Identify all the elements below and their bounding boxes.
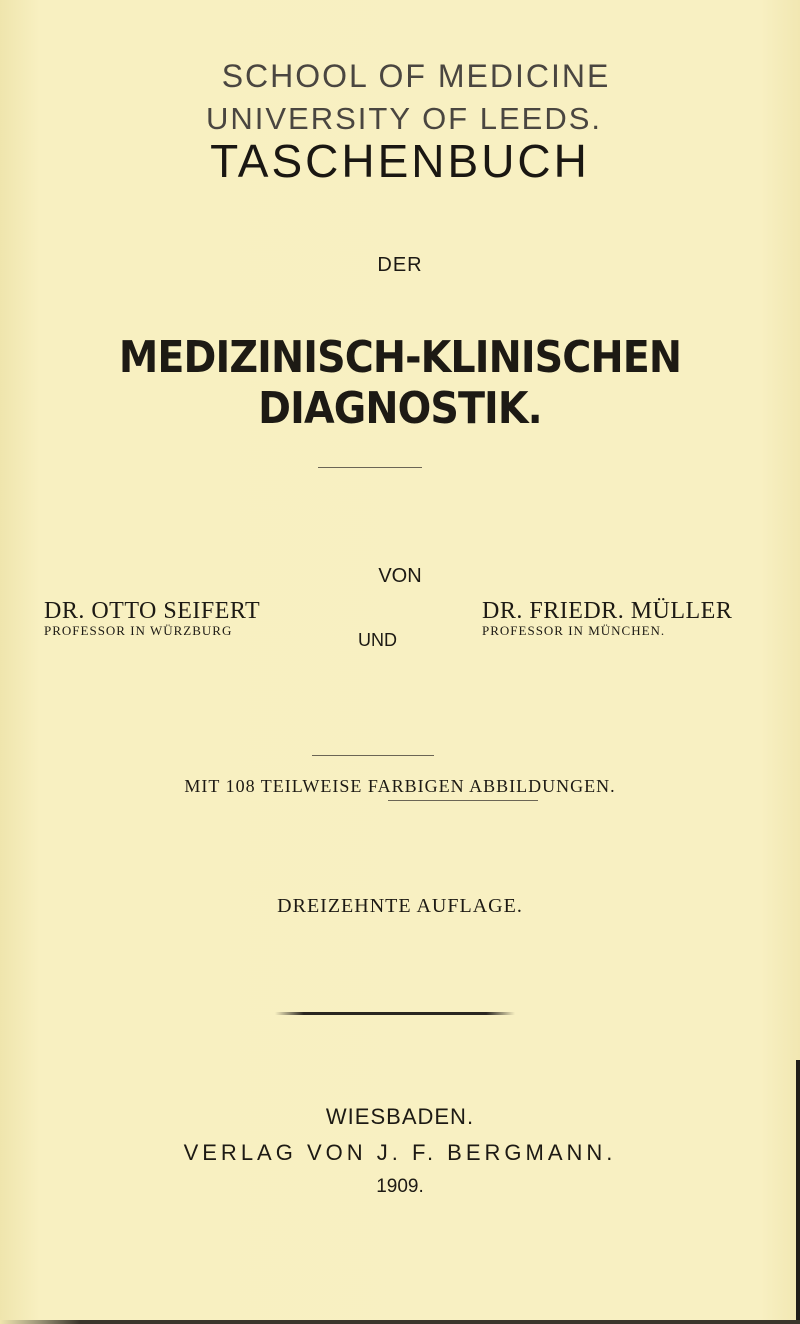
author-1-position: PROFESSOR IN WÜRZBURG <box>44 623 233 638</box>
illustrations-note: MIT 108 TEILWEISE FARBIGEN ABBILDUNGEN. <box>184 776 616 796</box>
library-stamp-line-1: SCHOOL OF MEDICINE <box>221 58 611 94</box>
book-title: TASCHENBUCH <box>210 135 590 187</box>
divider-rule-thick <box>275 1012 515 1015</box>
book-subject: MEDIZINISCH-KLINISCHEN DIAGNOSTIK. <box>118 332 682 434</box>
divider-rule <box>318 467 422 468</box>
divider-rule <box>312 755 434 756</box>
divider-rule <box>388 800 538 801</box>
author-1 <box>44 598 260 639</box>
imprint-year: 1909. <box>376 1176 424 1197</box>
author-2 <box>482 598 732 639</box>
author-1-name: DR. OTTO SEIFERT <box>44 598 261 624</box>
edition-label: DREIZEHNTE AUFLAGE. <box>277 895 523 917</box>
author-2-position: PROFESSOR IN MÜNCHEN. <box>482 623 666 638</box>
title-connector: DER <box>377 254 423 276</box>
page-edge <box>0 1320 800 1324</box>
imprint-publisher: VERLAG VON J. F. BERGMANN. <box>183 1140 617 1165</box>
imprint-city: WIESBADEN. <box>325 1104 475 1129</box>
by-label: VON <box>378 565 422 587</box>
page-edge <box>796 1060 800 1324</box>
and-label: UND <box>358 630 397 650</box>
library-stamp-line-2: UNIVERSITY OF LEEDS. <box>205 101 602 136</box>
author-2-name: DR. FRIEDR. MÜLLER <box>482 598 733 624</box>
